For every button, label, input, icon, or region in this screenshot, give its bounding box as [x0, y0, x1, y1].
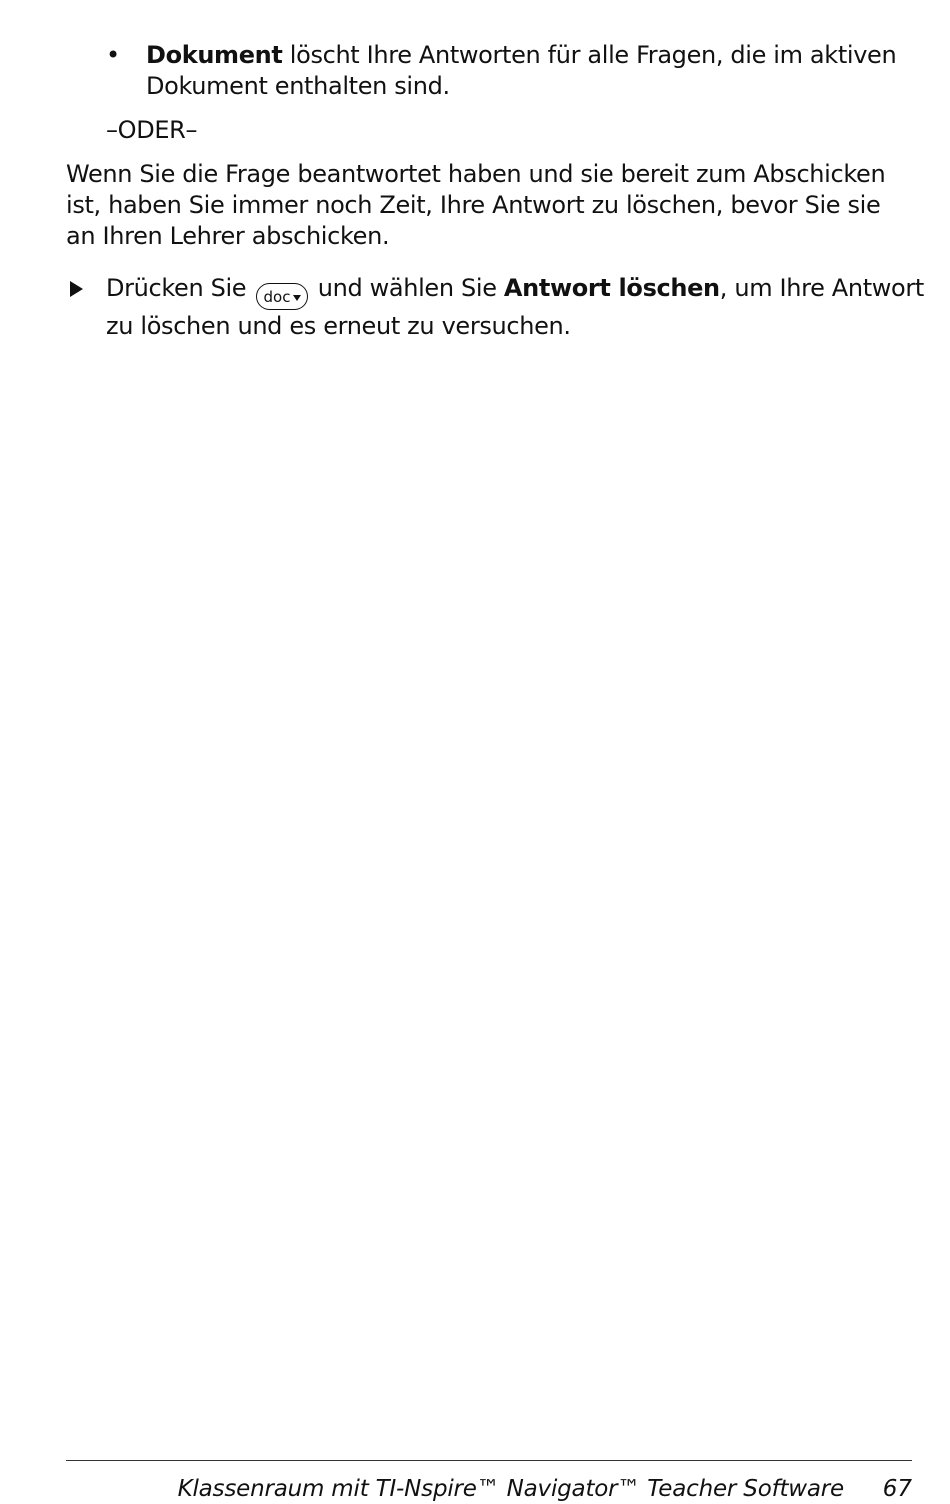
bullet-description: löscht Ihre Antworten für alle Fragen, die im aktiven Dokument enthalten sind.	[146, 41, 897, 100]
step-arrow-icon	[70, 281, 83, 297]
bullet-marker: •	[106, 41, 120, 69]
doc-key-icon	[256, 283, 309, 310]
step-command: Antwort löschen	[503, 274, 720, 302]
bullet-text	[146, 40, 916, 102]
step-text	[106, 272, 926, 343]
step-prefix: Drücken Sie	[106, 274, 254, 302]
step-middle: und wählen Sie	[310, 274, 504, 302]
body-paragraph: Wenn Sie die Frage beantwortet haben und sie bereit zum Abschicken ist, haben Sie immer noch Zeit, Ihre Antwort zu löschen, bevor Sie sie an Ihren Lehrer abschicken.	[66, 160, 886, 250]
doc-key-label: doc	[263, 288, 291, 306]
bullet-term: Dokument	[146, 41, 283, 69]
step-suffix: , um Ihre Antwort zu löschen und es erneut zu versuchen.	[106, 274, 924, 340]
doc-key-arrow-icon	[293, 295, 301, 301]
footer-divider	[66, 1460, 912, 1461]
footer-title: Klassenraum mit TI-Nspire™ Navigator™ Teacher Software	[177, 1476, 844, 1502]
oder-separator: –ODER–	[106, 116, 198, 144]
page-number: 67	[882, 1476, 912, 1502]
